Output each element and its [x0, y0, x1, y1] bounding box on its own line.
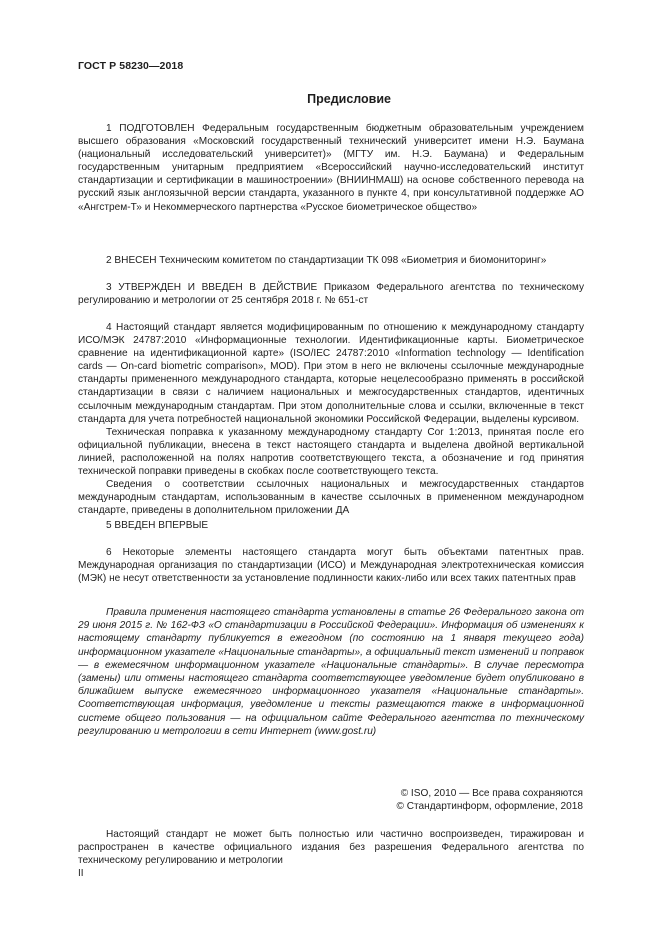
section-4-text: 4 Настоящий стандарт является модифицированным по отношению к международному стандарту ИСО/МЭК 24787:2010 «Информационные технологии. Идентификационные карты. Биометрическое сравнение на идентификационной карте» (ISO/IEC 24787:2010 «Information technology — Identification cards — On-card biometric comparison», MOD). При этом в него не включены ссылочные международные стандарты примененного международного стандарта, которые нецелесообразно применять в российской стандартизации в связи с наличием национальных и межгосударственных стандартов, идентичных ссылочным международным стандартам. При этом дополнительные слова и ссылки, включенные в текст стандарта для учета потребностей национальной экономики Российской Федерации, выделены курсивом.: [78, 322, 584, 425]
section-4-correction: Техническая поправка к указанному международному стандарту Cor 1:2013, принятая после его официальной публикации, внесена в текст настоящего стандарта и выделена двойной вертикальной линией, расположенной на полях напротив соответствующего текста, а обозначение и год принятия технической поправки приведены в скобках после соответствующего текста.: [78, 426, 584, 478]
section-6-text: 6 Некоторые элементы настоящего стандарта могут быть объектами патентных прав. Международная организация по стандартизации (ИСО) и Международная электротехническая комиссия (МЭК) не несут ответственности за установление подлинности каких-либо или всех таких патентных прав: [78, 547, 584, 585]
application-rules-notice: [78, 606, 584, 738]
section-5: [78, 519, 584, 532]
copyright-iso: © ISO, 2010 — Все права сохраняются: [400, 788, 583, 799]
page-number: II: [78, 868, 84, 879]
section-4-references: Сведения о соответствии ссылочных национальных и межгосударственных стандартов международным стандартам, использованным в качестве ссылочных в примененном международном стандарте, приведены в дополнительном приложении ДА: [78, 479, 584, 517]
reproduction-notice: [78, 828, 584, 868]
section-2: [78, 254, 584, 267]
reproduction-text: Настоящий стандарт не может быть полностью или частично воспроизведен, тиражирован и распространен в качестве официального издания без разрешения Федерального агентства по техническому регулированию и метрологии: [78, 829, 584, 867]
notice-text: Правила применения настоящего стандарта установлены в статье 26 Федерального закона от 29 июня 2015 г. № 162-ФЗ «О стандартизации в Российской Федерации». Информация об изменениях к настоящему стандарту публикуется в ежегодном (по состоянию на 1 января текущего года) информационном указателе «Национальные стандарты», а официальный текст изменений и поправок — в ежемесячном информационном указателе «Национальные стандарты». В случае пересмотра (замены) или отмены настоящего стандарта соответствующее уведомление будет опубликовано в ближайшем выпуске ежемесячного информационного указателя «Национальные стандарты». Соответствующая информация, уведомление и тексты размещаются также в информационной системе общего пользования — на официальном сайте Федерального агентства по техническому регулированию и метрологии в сети Интернет (www.gost.ru): [78, 607, 584, 737]
page-title: [0, 92, 661, 106]
section-3: [78, 281, 584, 307]
copyright-standartinform: © Стандартинформ, оформление, 2018: [396, 801, 583, 813]
foreword-title: Предисловие: [307, 92, 391, 106]
section-1: [78, 122, 584, 214]
document-header: ГОСТ Р 58230—2018: [78, 60, 184, 72]
section-5-text: 5 ВВЕДЕН ВПЕРВЫЕ: [106, 520, 209, 531]
section-3-text: 3 УТВЕРЖДЕН И ВВЕДЕН В ДЕЙСТВИЕ Приказом Федерального агентства по техническому регулированию и метрологии от 25 сентября 2018 г. № 651-ст: [78, 282, 584, 307]
section-2-text: 2 ВНЕСЕН Техническим комитетом по стандартизации ТК 098 «Биометрия и биомониторинг»: [106, 255, 547, 266]
section-4: [78, 321, 584, 517]
section-6: [78, 546, 584, 585]
section-1-text: 1 ПОДГОТОВЛЕН Федеральным государственным бюджетным образовательным учреждением высшего образования «Московский государственный технический университет имени Н.Э. Баумана (национальный исследовательский университет)» (МГТУ им. Н.Э. Баумана) и Федеральным государственным унитарным предприятием «Всероссийский научно-исследовательский институт стандартизации и сертификации в машиностроении» (ВНИИНМАШ) на основе собственного перевода на русский язык англоязычной версии стандарта, указанного в пункте 4, при консультативной поддержке АО «Ангстрем-Т» и Некоммерческого партнерства «Русское биометрическое общество»: [78, 123, 584, 213]
copyright-block: [396, 787, 583, 813]
